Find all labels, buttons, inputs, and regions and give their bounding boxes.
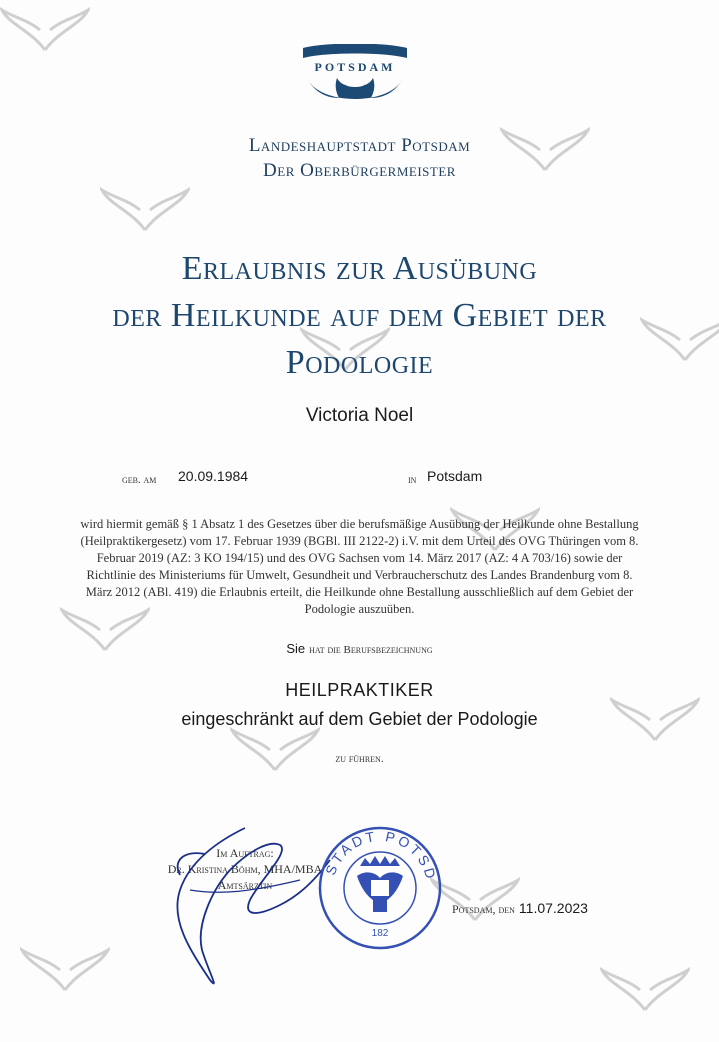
to-lead-text: zu führen. xyxy=(335,753,384,765)
potsdam-logo xyxy=(295,44,415,116)
birthplace-label: in xyxy=(408,474,417,486)
logo-text: POTSDAM xyxy=(314,60,396,74)
document-title-line1: Erlaubnis zur Ausübung xyxy=(181,250,538,287)
issue-place-date xyxy=(452,900,588,918)
on-behalf-label: Im Auftrag: xyxy=(216,846,274,860)
born-date: 20.09.1984 xyxy=(178,468,249,484)
issue-place-label: Potsdam, den xyxy=(452,902,515,916)
born-label: geb. am xyxy=(122,474,157,486)
watermark-wings-icon xyxy=(0,0,90,60)
document-title-line2: der Heilkunde auf dem Gebiet der xyxy=(112,297,607,334)
birthplace: Potsdam xyxy=(427,468,483,484)
official-seal-stamp xyxy=(315,818,445,953)
signatory-role: Amtsärztin xyxy=(217,878,273,892)
watermark-wings-icon xyxy=(20,940,110,1000)
profession-restriction: eingeschränkt auf dem Gebiet der Podologie xyxy=(181,709,538,729)
profession-intro xyxy=(0,640,719,658)
watermark-wings-icon xyxy=(600,960,690,1020)
signatory-name: Dr. Kristina Böhm, MHA/MBA xyxy=(167,862,323,876)
pronoun: Sie xyxy=(286,641,306,656)
document-title-line3: Podologie xyxy=(285,344,434,381)
stamp-text: STADT POTSD xyxy=(322,827,440,883)
has-title-text: hat die Berufsbezeichnung xyxy=(309,644,433,656)
authority-mayor: Der Oberbürgermeister xyxy=(263,160,456,181)
issue-date: 11.07.2023 xyxy=(518,900,588,916)
holder-name: Victoria Noel xyxy=(305,405,414,426)
stamp-number: 182 xyxy=(371,928,389,939)
profession-title: HEILPRAKTIKER xyxy=(285,680,434,700)
authority-city: Landeshauptstadt Potsdam xyxy=(248,135,471,156)
legal-paragraph: wird hiermit gemäß § 1 Absatz 1 des Gesetzes über die berufsmäßige Ausübung der Heilkunde ohne Bestallung (Heilpraktikergesetz) vom 17. Februar 1939 (BGBl. III 2122-2) i.V. mit dem Urteil des OVG Thüringen vom 8. Februar 2019 (AZ: 3 KO 194/15) und des OVG Sachsen vom 14. März 2017 (AZ: 4 A 703/16) sowie der Richtlinie des Ministeriums für Umwelt, Gesundheit und Verbraucherschutz des Landes Brandenburg vom 8. März 2012 (ABl. 419) die Erlaubnis erteilt, die Heilkunde ohne Bestallung ausschließlich auf dem Gebiet der Podologie auszuüben. xyxy=(80,517,639,616)
watermark-wings-icon xyxy=(100,180,190,240)
